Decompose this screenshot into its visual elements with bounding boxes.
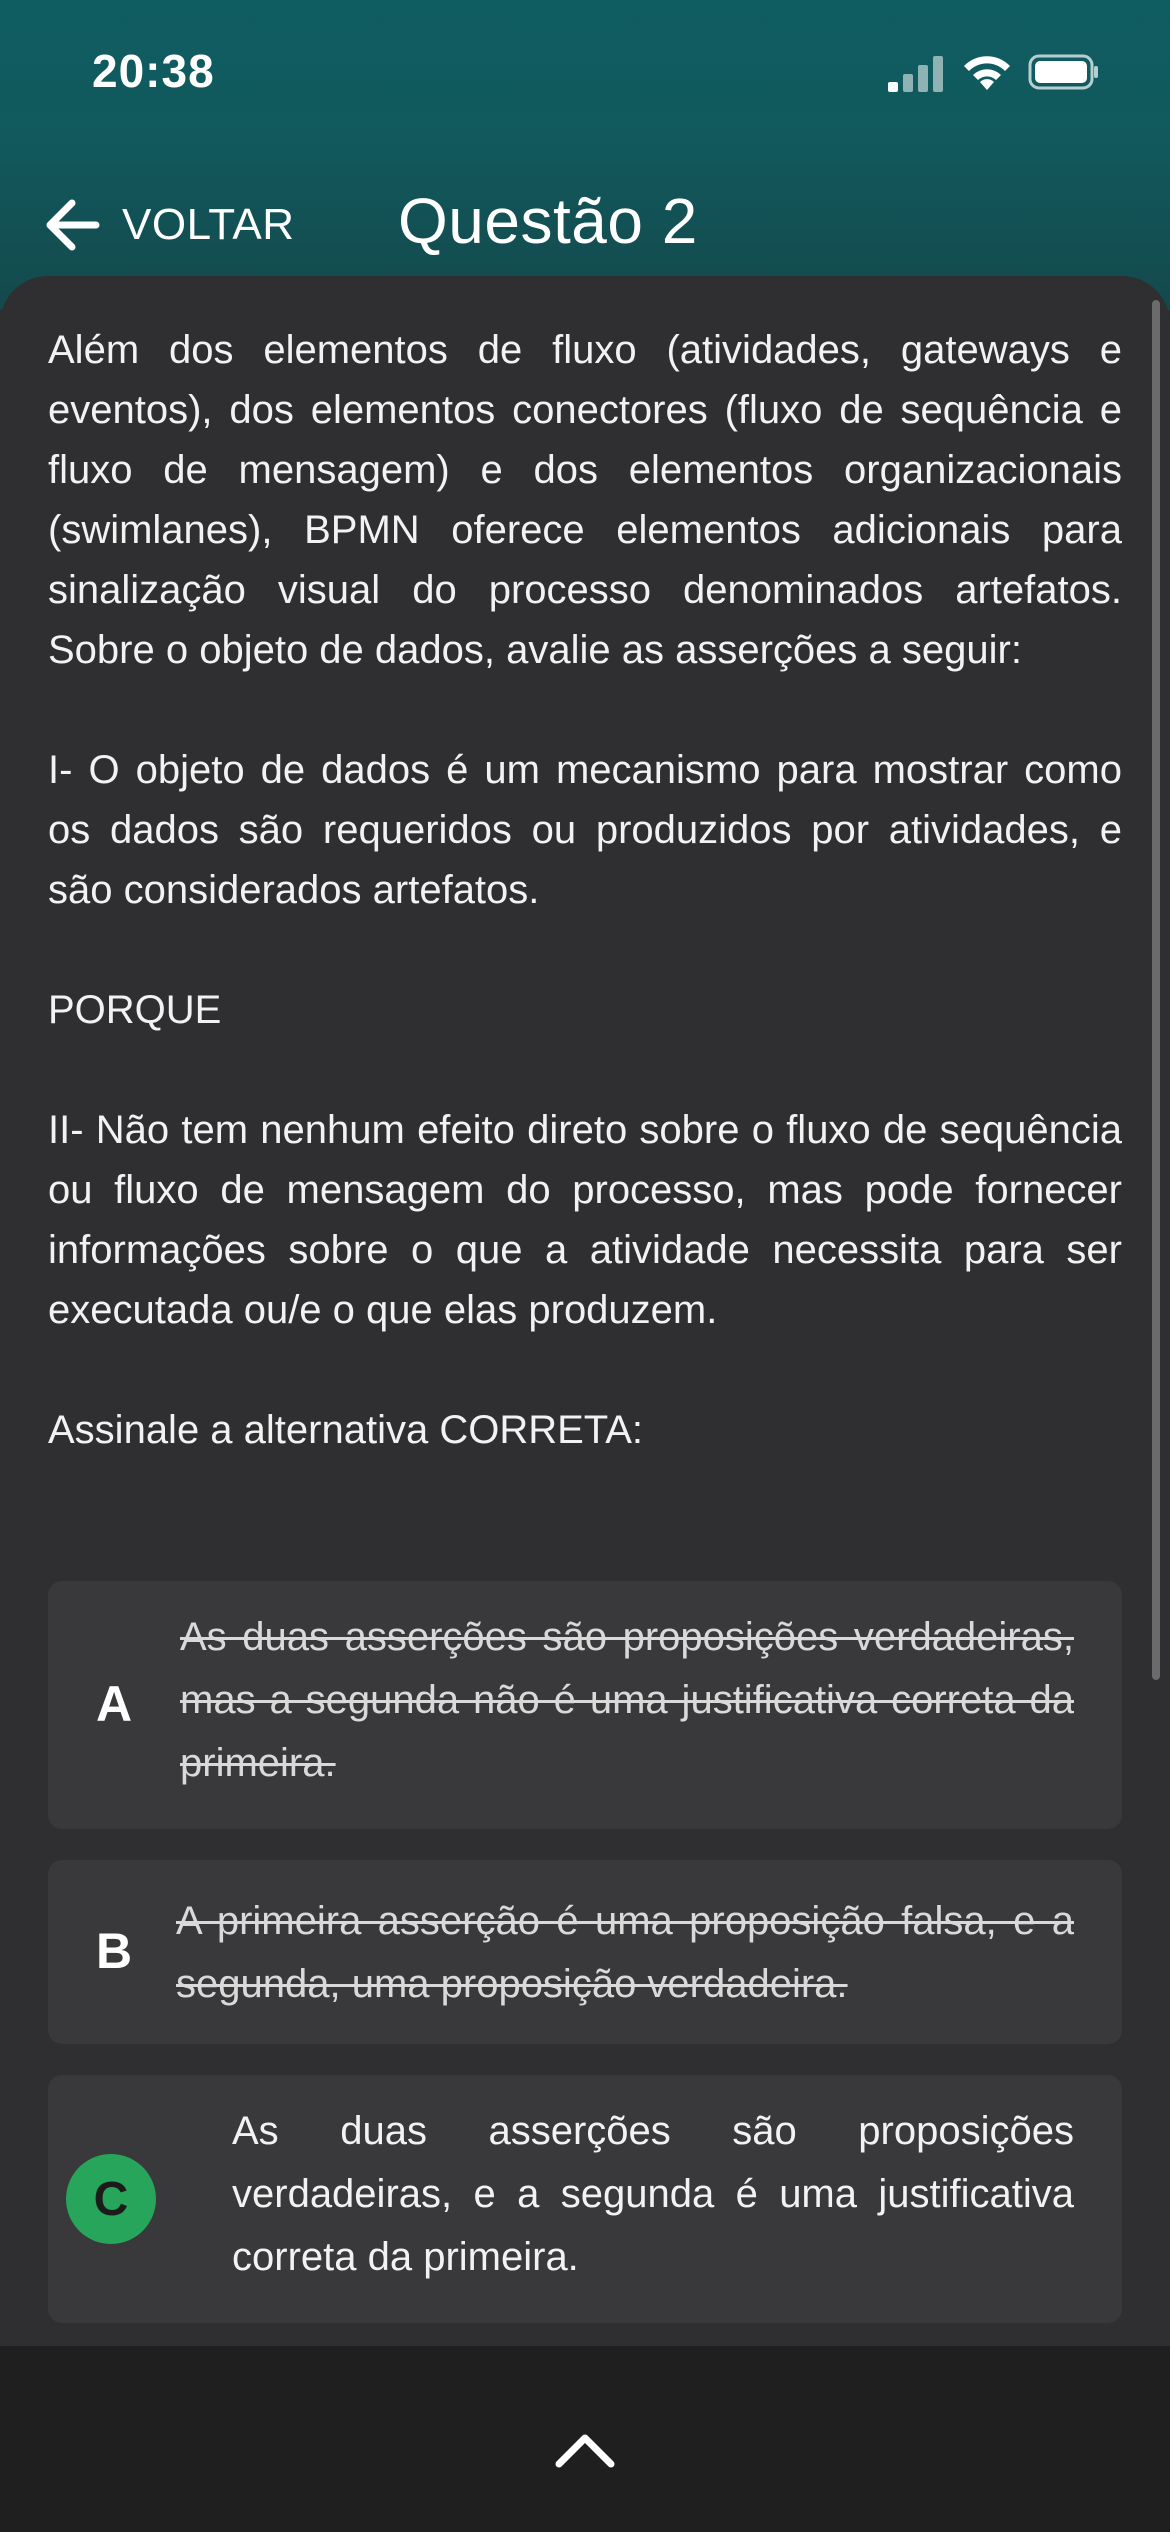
bottom-bar (0, 2346, 1170, 2532)
top-header (0, 0, 1170, 310)
arrow-left-icon (44, 197, 100, 253)
option-a[interactable] (48, 1581, 1122, 1829)
option-b-text: A primeira asserção é uma proposição falsa, e a segunda, uma proposição verdadeira. (176, 1899, 1074, 2006)
status-time: 20:38 (92, 45, 215, 97)
page-title: Questão 2 (398, 185, 698, 257)
back-label: VOLTAR (122, 200, 295, 249)
assertion-2: II- Não tem nenhum efeito direto sobre o fluxo de sequência ou fluxo de mensagem do processo, mas pode fornecer informações sobre o que a atividade necessita para ser executada ou/e o que elas produzem. (48, 1108, 1122, 1332)
chevron-up-icon[interactable] (553, 2430, 617, 2470)
question-intro: Além dos elementos de fluxo (atividades, gateways e eventos), dos elementos conectores (fluxo de sequência e fluxo de mensagem) e dos elementos organizacionais (swimlanes), BPMN oferece elementos adicionais para sinalização visual do processo denominados artefatos. Sobre o objeto de dados, avalie as asserções a seguir: (48, 328, 1122, 672)
cellular-signal-icon (888, 56, 944, 92)
back-button[interactable] (44, 190, 295, 260)
status-icons (888, 50, 1118, 98)
assertion-connector: PORQUE (48, 988, 222, 1032)
battery-icon (1028, 54, 1100, 90)
option-a-letter: A (96, 1676, 133, 1732)
assertion-1: I- O objeto de dados é um mecanismo para mostrar como os dados são requeridos ou produzidos por atividades, e são considerados artefatos. (48, 748, 1122, 912)
option-c-text: As duas asserções são proposições verdadeiras, e a segunda é uma justificativa correta da primeira. (232, 2109, 1074, 2279)
wifi-icon (960, 52, 1014, 92)
option-b-letter: B (96, 1923, 133, 1979)
option-b[interactable] (48, 1860, 1122, 2044)
question-content[interactable] (0, 276, 1170, 2346)
scrollbar[interactable] (1152, 300, 1160, 1680)
question-instruction: Assinale a alternativa CORRETA: (48, 1408, 644, 1452)
option-c[interactable] (48, 2075, 1122, 2323)
question-text (48, 320, 1122, 1460)
correct-answer-badge: C (66, 2154, 156, 2244)
option-a-text: As duas asserções são proposições verdadeiras, mas a segunda não é uma justificativa correta da primeira. (180, 1615, 1074, 1785)
